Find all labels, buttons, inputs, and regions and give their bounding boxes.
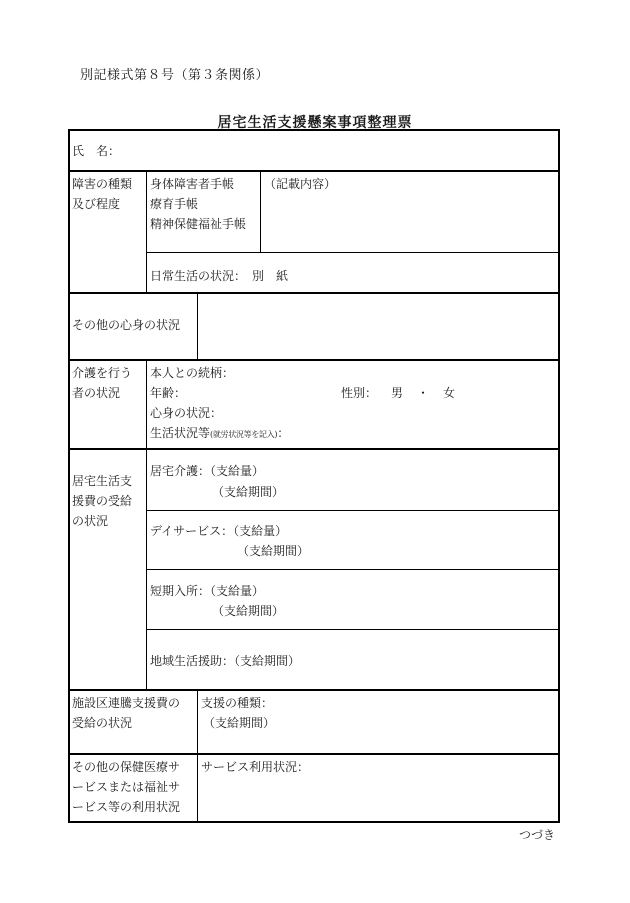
row-divider (68, 448, 560, 450)
column-divider (260, 171, 261, 252)
home-care-period: （支給期間） (212, 485, 285, 499)
other-condition-label: その他の心身の状況 (72, 318, 181, 332)
condition-label: 心身の状況： (150, 406, 223, 420)
row-divider (68, 170, 560, 172)
daily-life-status: 日常生活の状況： 別 紙 (150, 269, 289, 283)
living-status-suffix: ： (277, 426, 290, 440)
column-divider (146, 171, 147, 292)
row-divider (68, 359, 560, 361)
column-divider (197, 690, 198, 821)
entry-content-label: （記載内容） (264, 177, 337, 191)
handbook-mental-health: 精神保健福祉手帳 (150, 217, 247, 231)
row-divider (68, 689, 560, 691)
living-status-prefix: 生活状況等 (150, 426, 211, 440)
short-stay-period: （支給期間） (212, 604, 285, 618)
entry-content-field[interactable] (262, 194, 556, 250)
row-divider (146, 252, 560, 253)
gender-male-option[interactable]: 男 (391, 386, 404, 400)
support-label-line1: 居宅生活支 (72, 474, 133, 488)
community-support-period: 地域生活援助：（支給期間） (150, 654, 301, 668)
disability-label-line2: 及び程度 (72, 197, 121, 211)
name-field[interactable] (130, 132, 555, 167)
caregiver-label-line1: 介護を行う (72, 366, 133, 380)
relationship-label: 本人との続柄： (150, 366, 235, 380)
column-divider (146, 360, 147, 689)
gender-female-option[interactable]: 女 (443, 386, 456, 400)
other-services-label-line1: その他の保健医療サ (72, 760, 181, 774)
age-label: 年齢： (150, 386, 187, 400)
day-service-amount: デイサービス：（支給量） (150, 524, 288, 538)
name-label: 氏 名： (72, 144, 121, 158)
other-services-label-line3: ービス等の利用状況 (72, 800, 181, 814)
home-care-amount: 居宅介護：（支給量） (150, 464, 265, 478)
caregiver-label-line2: 者の状況 (72, 386, 121, 400)
living-status-note: (就労状況等を記入) (210, 430, 278, 439)
row-divider (146, 629, 560, 630)
facility-label-line2: 受給の状況 (72, 716, 133, 730)
other-condition-field[interactable] (199, 295, 556, 357)
row-divider (146, 569, 560, 570)
handbook-physical: 身体障害者手帳 (150, 177, 235, 191)
column-divider (197, 293, 198, 359)
gender-label: 性別： (341, 386, 378, 400)
form-number: 別記様式第８号（第３条関係） (80, 68, 270, 83)
disability-label-line1: 障害の種類 (72, 177, 133, 191)
facility-label-line1: 施設区連騰支援費の (72, 696, 181, 710)
row-divider (68, 753, 560, 755)
document-title: 居宅生活支援懸案事項整理票 (217, 115, 413, 131)
row-divider (68, 292, 560, 294)
day-service-period: （支給期間） (237, 544, 310, 558)
service-usage-label: サービス利用状況： (201, 760, 310, 774)
support-label-line2: 援費の受給 (72, 494, 133, 508)
short-stay-amount: 短期入所：（支給量） (150, 584, 265, 598)
facility-period-label: （支給期間） (203, 716, 276, 730)
gender-separator: ・ (417, 386, 430, 400)
row-divider (146, 510, 560, 511)
support-type-label: 支援の種類： (201, 696, 274, 710)
living-status-label (150, 423, 289, 445)
handbook-rehabilitation: 療育手帳 (150, 197, 199, 211)
support-label-line3: の状況 (72, 514, 109, 528)
other-services-label-line2: ービスまたは福祉サ (72, 780, 181, 794)
continued-note: つづき (519, 828, 556, 842)
